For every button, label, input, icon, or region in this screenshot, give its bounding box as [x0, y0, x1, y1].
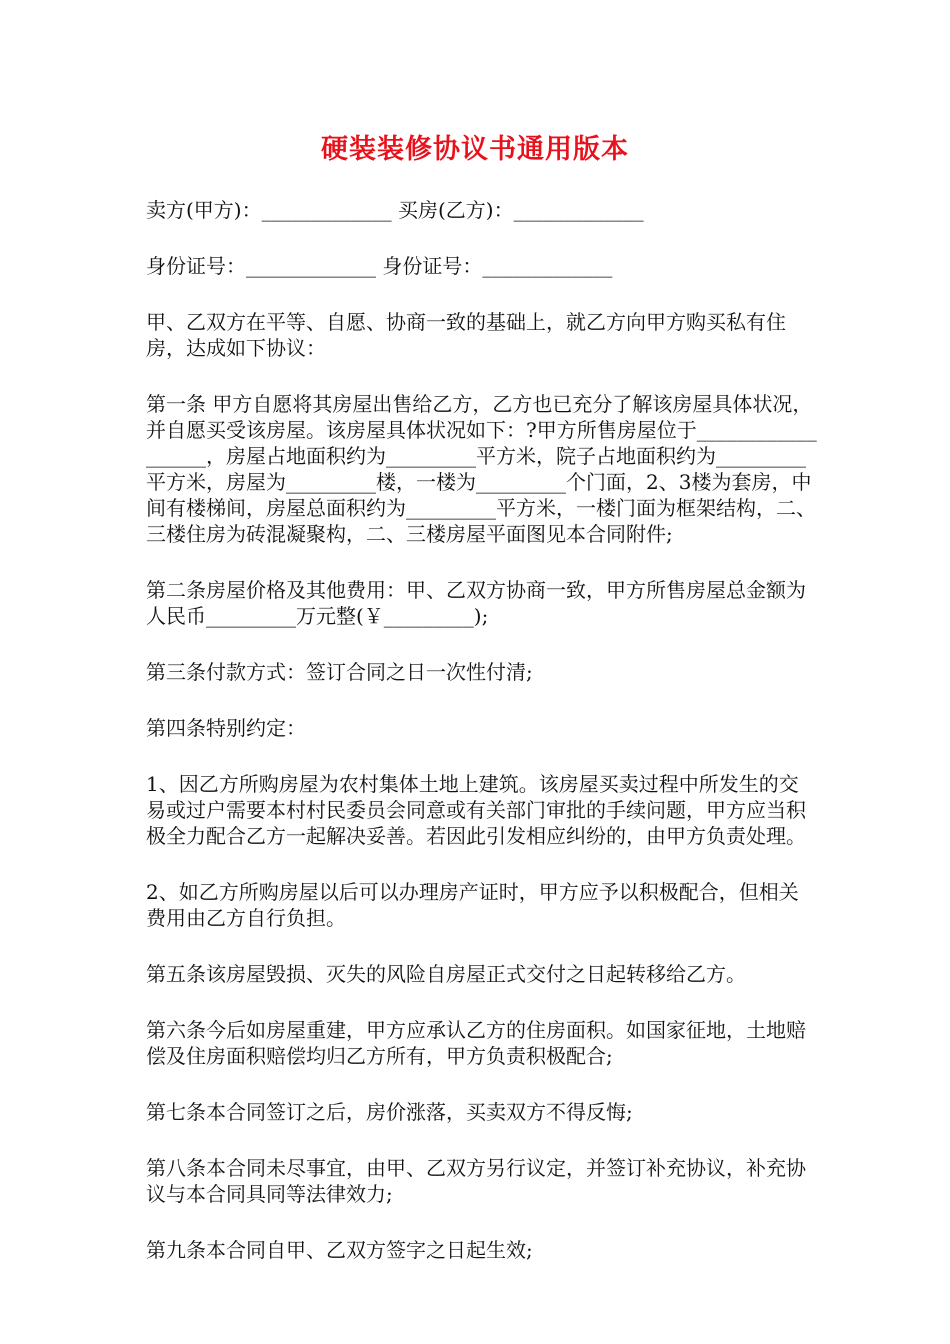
paragraph-id-numbers: 身份证号：_____________ 身份证号：_____________ [146, 254, 613, 278]
paragraph-seller-buyer: 卖方(甲方)：_____________ 买房(乙方)：_____________ [146, 198, 644, 222]
paragraph-article-1: 第一条 甲方自愿将其房屋出售给乙方，乙方也已充分了解该房屋具体状况，并自愿买受该房屋。该房屋具体状况如下：?甲方所售房屋位于__________________，房屋占地面积约为_________平方米，院子占地面积约为_________平方米，房屋为_________楼，一楼为_________个门面，2、3楼为套房，中间有楼梯间，房屋总面积约为_________平方米，一楼门面为框架结构，二、三楼住房为砖混凝聚构，二、三楼房屋平面图见本合同附件; [146, 392, 817, 546]
paragraph-article-7: 第七条本合同签订之后，房价涨落，买卖双方不得反悔; [146, 1100, 633, 1124]
paragraph-preamble: 甲、乙双方在平等、自愿、协商一致的基础上，就乙方向甲方购买私有住房，达成如下协议： [146, 310, 786, 360]
paragraph-article-3: 第三条付款方式：签订合同之日一次性付清; [146, 660, 533, 684]
paragraph-article-8: 第八条本合同未尽事宜，由甲、乙双方另行议定，并签订补充协议，补充协议与本合同具同等法律效力; [146, 1156, 806, 1206]
paragraph-article-4: 第四条特别约定： [146, 716, 306, 740]
paragraph-article-2: 第二条房屋价格及其他费用：甲、乙双方协商一致，甲方所售房屋总金额为人民币_________万元整(￥_________); [146, 578, 806, 628]
paragraph-article-4-item-2: 2、如乙方所购房屋以后可以办理房产证时，甲方应予以积极配合，但相关费用由乙方自行负担。 [146, 880, 799, 930]
paragraph-article-9: 第九条本合同自甲、乙双方签字之日起生效; [146, 1238, 533, 1262]
paragraph-article-5: 第五条该房屋毁损、灭失的风险自房屋正式交付之日起转移给乙方。 [146, 962, 746, 986]
document-title: 硬装装修协议书通用版本 [321, 134, 629, 165]
paragraph-article-4-item-1: 1、因乙方所购房屋为农村集体土地上建筑。该房屋买卖过程中所发生的交易或过户需要本村村民委员会同意或有关部门审批的手续问题，甲方应当积极全力配合乙方一起解决妥善。若因此引发相应纠纷的，由甲方负责处理。 [146, 772, 806, 848]
document-body [146, 197, 818, 1293]
paragraph-article-6: 第六条今后如房屋重建，甲方应承认乙方的住房面积。如国家征地，土地赔偿及住房面积赔偿均归乙方所有，甲方负责积极配合; [146, 1018, 806, 1068]
